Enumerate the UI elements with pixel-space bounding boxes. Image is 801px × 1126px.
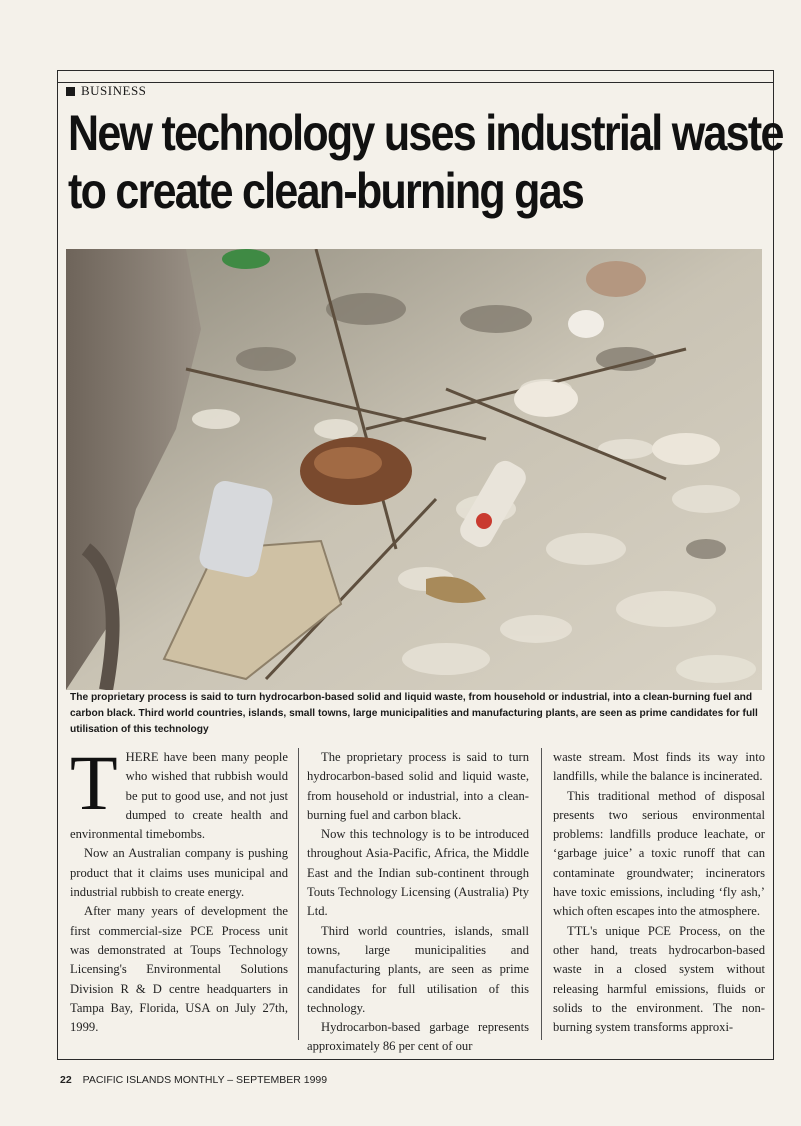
page-footer	[60, 1074, 327, 1086]
paragraph: TTL's unique PCE Process, on the other hand, treats hydrocarbon-based waste in a closed system without releasing harmful emissions, fluids or solids to the environment. The non-burning system transforms approxi-	[553, 923, 765, 1035]
paragraph	[70, 739, 288, 844]
section-rule	[57, 82, 774, 83]
article-column-2	[307, 748, 529, 1057]
section-label	[66, 83, 146, 99]
photo-illustration	[66, 249, 762, 690]
headline-line-2: to create clean-burning gas	[68, 163, 584, 219]
beach-debris-photo	[66, 249, 762, 690]
drop-cap: T	[70, 739, 118, 826]
paragraph: waste stream. Most finds its way into landfills, while the balance is incinerated.	[553, 750, 765, 784]
headline-line-1: New technology uses industrial waste	[68, 105, 783, 161]
article-column-1	[70, 739, 288, 1037]
paragraph: Hydrocarbon-based garbage represents approximately 86 per cent of our	[307, 1020, 529, 1054]
article-column-3	[553, 748, 765, 1037]
paragraph: This traditional method of disposal presents two serious environmental problems: landfills produce leachate, or ‘garbage juice’ a toxic runoff that can contaminate groundwater; incinerators have toxic emissions, including ‘fly ash,’ which often escapes into the atmosphere.	[553, 788, 765, 919]
publication-name: PACIFIC ISLANDS MONTHLY – SEPTEMBER 1999	[82, 1074, 328, 1086]
page-number: 22	[60, 1074, 72, 1086]
paragraph: Now this technology is to be introduced throughout Asia-Pacific, Africa, the Middle East and the Indian sub-continent through Touts Technology Licensing (Australia) Pty Ltd.	[307, 827, 529, 919]
paragraph: Now an Australian company is pushing product that it claims uses municipal and industrial rubbish to create energy.	[70, 846, 288, 900]
photo-caption: The proprietary process is said to turn hydrocarbon-based solid and liquid waste, from household or industrial, into a clean-burning fuel and carbon black. Third world countries, islands, small towns, large municipalities and manufacturing plants, are seen as prime candidates for full utilisation of this technology	[70, 692, 758, 735]
paragraph: After many years of development the first commercial-size PCE Process unit was demonstrated at Toups Technology Licensing's Environmental Solutions Division R & D centre headquarters in Tampa Bay, Florida, USA on July 27th, 1999.	[70, 904, 288, 1035]
paragraph: The proprietary process is said to turn hydrocarbon-based solid and liquid waste, from household or industrial, into a clean-burning fuel and carbon black.	[307, 750, 529, 822]
paragraph: Third world countries, islands, small towns, large municipalities and manufacturing plants, are seen as prime candidates for full utilisation of this technology.	[307, 923, 529, 1015]
paragraph-text: HERE have been many people who wished that rubbish would be put to good use, and not just dumped to create health and environmental timebombs.	[70, 750, 288, 842]
headline	[68, 104, 783, 220]
column-rule-2	[541, 748, 542, 1040]
column-rule-1	[298, 748, 299, 1040]
section-square-icon	[66, 87, 75, 96]
section-text: BUSINESS	[81, 83, 147, 98]
